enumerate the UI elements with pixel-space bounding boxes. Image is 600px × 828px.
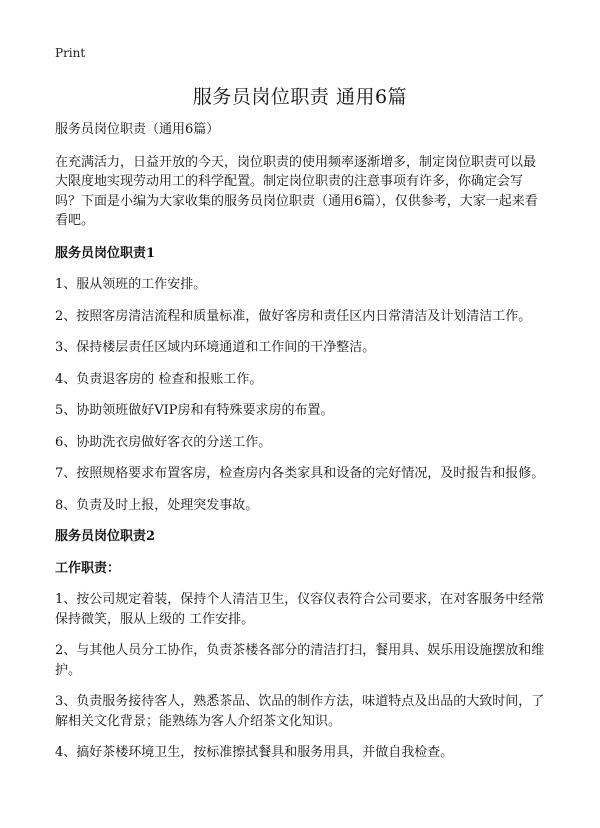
list-item: 6、协助洗衣房做好客衣的分送工作。: [55, 434, 272, 450]
list-item: 3、保持楼层责任区域内环境通道和工作间的干净整洁。: [55, 340, 376, 355]
list-item: 1、服从领班的工作安排。: [55, 277, 207, 292]
section-heading-1: 服务员岗位职责1: [55, 245, 156, 261]
list-item: 2、与其他人员分工协作，负责茶楼各部分的清洁打扫，餐用具、娱乐用设施摆放和维护。: [55, 643, 545, 678]
list-item: 1、按公司规定着装，保持个人清洁卫生，仪容仪表符合公司要求，在对客服务中经常保持微笑，服从上级的 工作安排。: [55, 592, 545, 627]
list-item: 4、负责退客房的 检查和报账工作。: [55, 371, 263, 387]
list-item: 4、搞好茶楼环境卫生，按标准擦拭餐具和服务用具，并做自我检查。: [55, 745, 454, 760]
print-label: Print: [55, 46, 86, 60]
list-item: 7、按照规格要求布置客房，检查房内各类家具和设备的完好情况，及时报告和报修。: [55, 466, 545, 481]
section-heading-2: 服务员岗位职责2: [55, 529, 156, 544]
document-title: 服务员岗位职责 通用6篇: [192, 86, 408, 108]
section-subheading: 工作职责：: [55, 560, 121, 576]
list-item: 3、负责服务接待客人，熟悉茶品、饮品的制作方法，味道特点及出品的大致时间，了解相关文化背景；能熟练为客人介绍茶文化知识。: [55, 694, 545, 729]
document-subtitle: 服务员岗位职责（通用6篇）: [55, 122, 220, 137]
list-item: 5、协助领班做好VIP房和有特殊要求房的布置。: [55, 403, 334, 418]
intro-paragraph: 在充满活力，日益开放的今天，岗位职责的使用频率逐渐增多，制定岗位职责可以最大限度地实现劳动用工的科学配置。制定岗位职责的注意事项有许多，你确定会写吗？下面是小编为大家收集的服务员岗位职责（通用6篇），仅供参考，大家一起来看看吧。: [55, 154, 538, 228]
document-body: [55, 120, 547, 775]
list-item: 8、负责及时上报，处理突发事故。: [55, 497, 259, 513]
list-item: 2、按照客房清洁流程和质量标准，做好客房和责任区内日常清洁及计划清洁工作。: [55, 308, 532, 324]
